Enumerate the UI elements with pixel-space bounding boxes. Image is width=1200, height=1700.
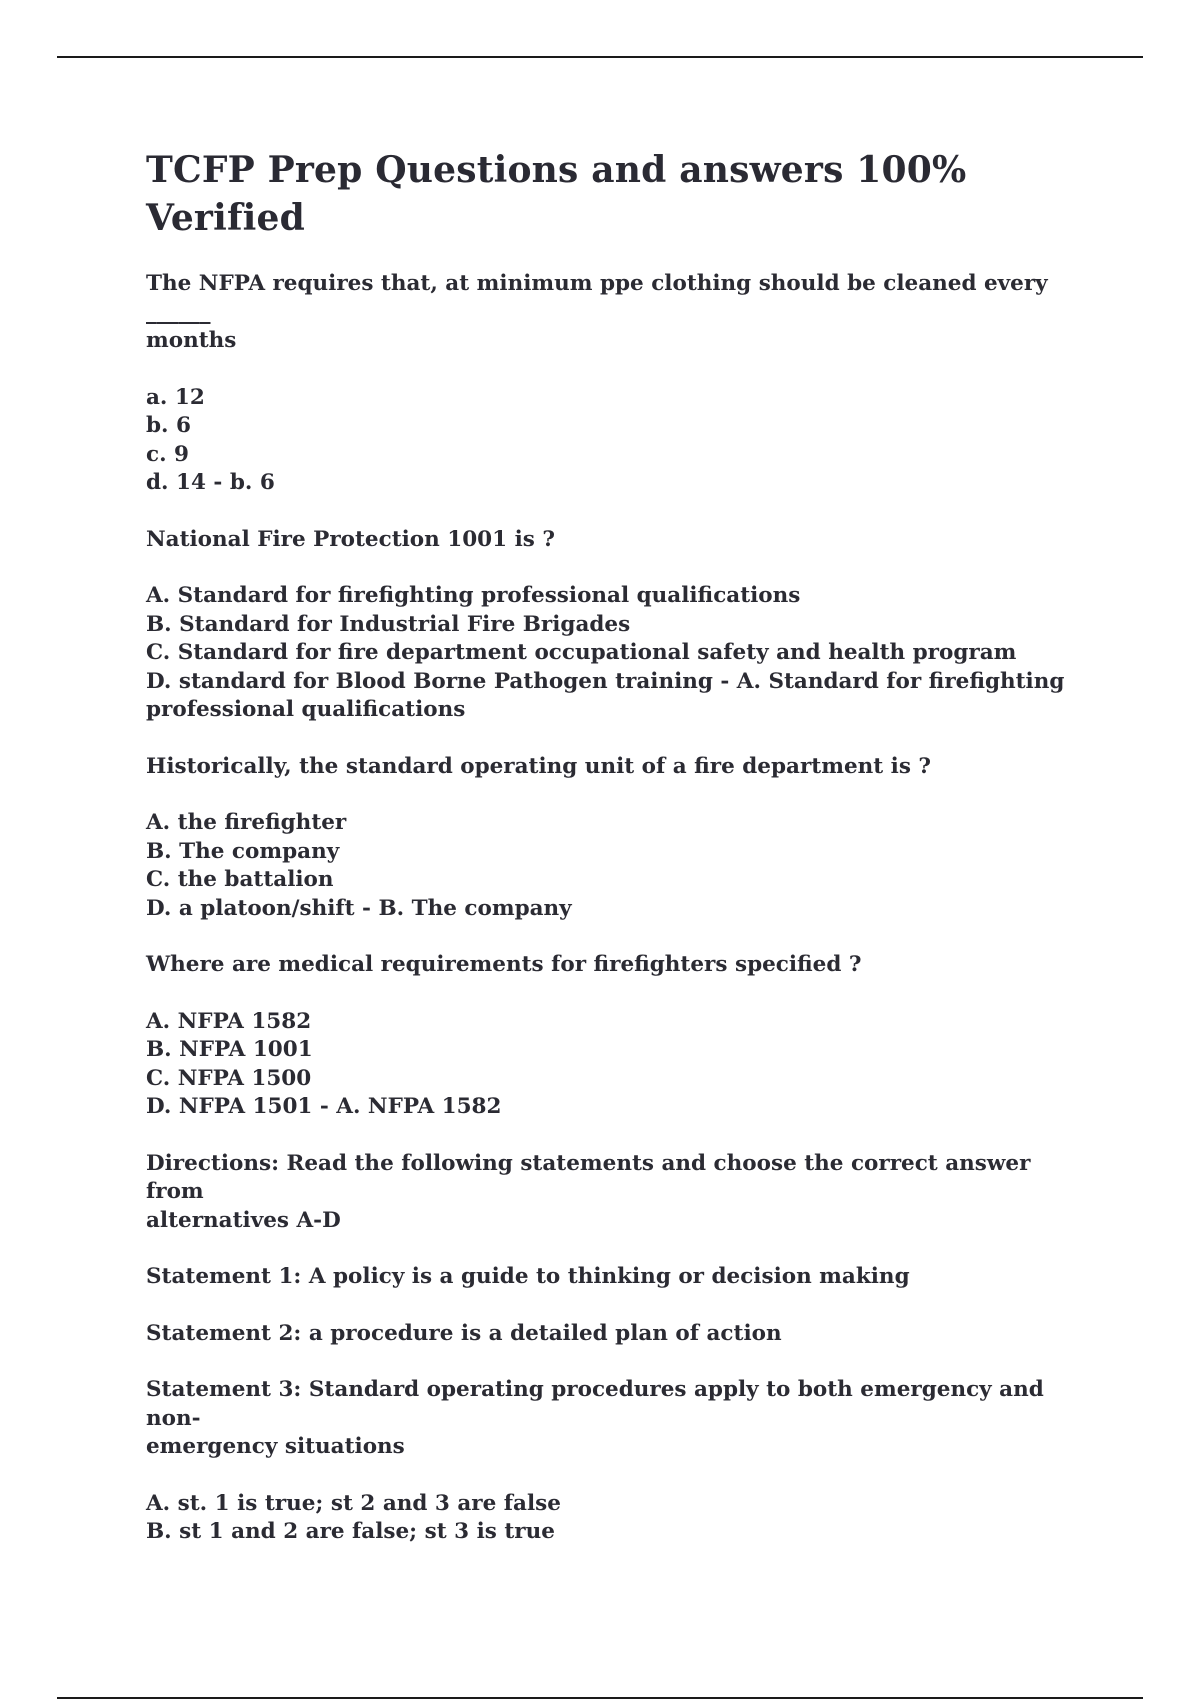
text-line: months xyxy=(146,328,237,353)
top-divider xyxy=(57,56,1143,58)
answer-option: B. Standard for Industrial Fire Brigades xyxy=(146,611,631,637)
text-line: alternatives A-D xyxy=(146,1207,341,1233)
document-body xyxy=(146,146,1066,1575)
text-line: National Fire Protection 1001 is ? xyxy=(146,526,555,552)
answer-options xyxy=(146,809,1066,923)
answer-option: A. the firefighter xyxy=(146,810,347,835)
statement-text xyxy=(146,1263,1066,1292)
answer-option: C. the battalion xyxy=(146,867,334,892)
answer-options xyxy=(146,1490,1066,1547)
text-line: Historically, the standard operating unit of a fire department is ? xyxy=(146,753,932,779)
answer-option: A. NFPA 1582 xyxy=(146,1008,312,1034)
text-line: Directions: Read the following statements and choose the correct answer from xyxy=(146,1150,1031,1204)
answer-option: D. NFPA 1501 - A. NFPA 1582 xyxy=(146,1094,502,1119)
answer-option: C. NFPA 1500 xyxy=(146,1065,312,1091)
answer-option: c. 9 xyxy=(146,441,190,467)
question-text xyxy=(146,270,1066,356)
statement-text xyxy=(146,1320,1066,1349)
answer-option: D. a platoon/shift - B. The company xyxy=(146,895,572,921)
answer-option: a. 12 xyxy=(146,384,205,410)
answer-option: B. st 1 and 2 are false; st 3 is true xyxy=(146,1519,555,1544)
text-line: The NFPA requires that, at minimum ppe clothing should be cleaned every ______ xyxy=(146,271,1048,325)
text-line: Where are medical requirements for firefighters specified ? xyxy=(146,952,862,977)
answer-options xyxy=(146,384,1066,498)
answer-option: D. standard for Blood Borne Pathogen training - A. Standard for firefighting xyxy=(146,668,1065,694)
question-text xyxy=(146,951,1066,980)
answer-options xyxy=(146,1008,1066,1122)
statement-text xyxy=(146,1376,1066,1462)
bottom-divider xyxy=(57,1697,1143,1699)
answer-option: b. 6 xyxy=(146,413,191,438)
answer-option: B. NFPA 1001 xyxy=(146,1037,313,1062)
answer-options xyxy=(146,582,1066,725)
text-line: Statement 1: A policy is a guide to thinking or decision making xyxy=(146,1264,910,1289)
answer-option: d. 14 - b. 6 xyxy=(146,470,275,495)
answer-option: professional qualifications xyxy=(146,697,466,722)
answer-option: A. Standard for firefighting professional qualifications xyxy=(146,583,801,608)
text-line: emergency situations xyxy=(146,1434,405,1459)
answer-option: C. Standard for fire department occupational safety and health program xyxy=(146,640,1017,665)
text-line: Statement 3: Standard operating procedures apply to both emergency and non- xyxy=(146,1377,1044,1431)
answer-option: B. The company xyxy=(146,838,340,864)
question-text xyxy=(146,753,1066,782)
answer-option: A. st. 1 is true; st 2 and 3 are false xyxy=(146,1490,561,1516)
document-title: TCFP Prep Questions and answers 100% Verified xyxy=(146,149,967,239)
text-line: Statement 2: a procedure is a detailed plan of action xyxy=(146,1320,782,1346)
directions-text xyxy=(146,1150,1066,1236)
question-text xyxy=(146,526,1066,555)
